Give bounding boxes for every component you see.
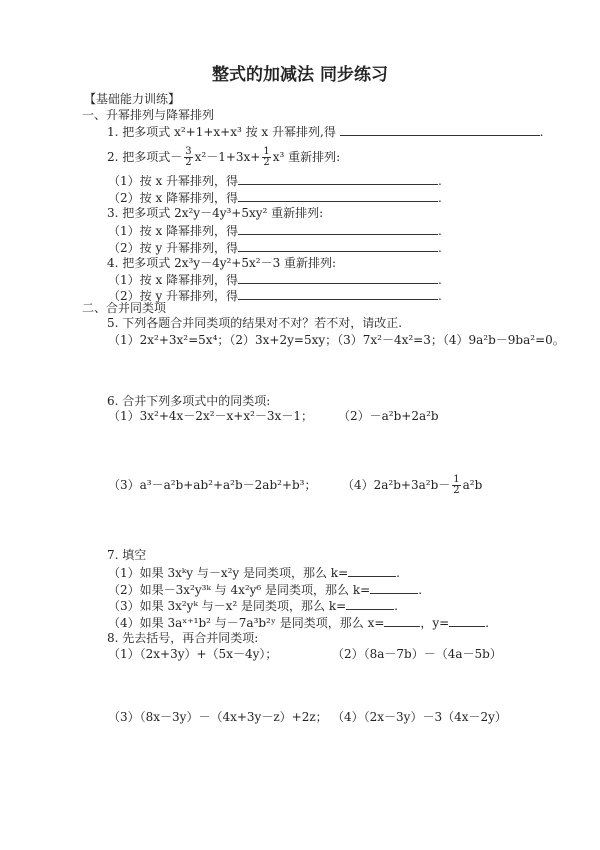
question-6-item-2: （2）－a²b+2a²b: [338, 409, 439, 423]
question-8: 8. 先去括号，再合并同类项:: [107, 631, 259, 645]
numerator: 1: [263, 146, 270, 157]
text: （2）按 x 降幂排列，得: [108, 191, 239, 205]
denominator: 2: [263, 157, 270, 168]
answer-blank-x[interactable]: [384, 615, 420, 627]
text: a²b: [462, 478, 483, 492]
text: .: [438, 191, 442, 205]
text: .: [438, 273, 442, 287]
text: （2）按 y 升幂排列，得: [108, 289, 239, 303]
section-header: 【基础能力训练】: [84, 92, 181, 106]
page-title: 整式的加减法 同步练习: [212, 65, 388, 85]
question-8-item-4: （4）（2x－3y）－3（4x－2y）: [332, 710, 507, 724]
text: .: [485, 616, 490, 630]
text: [108, 272, 442, 287]
text: （3）如果 3x²yᵏ 与－x² 是同类项，那么 k=: [108, 599, 347, 613]
text: （1）如果 3xᵏy 与－x²y 是同类项，那么 k=: [108, 566, 349, 580]
text: [108, 582, 422, 597]
question-5: 5. 下列各题合并同类项的结果对不对？若不对，请改正.: [107, 316, 403, 330]
text: 2. 把多项式－: [107, 150, 183, 164]
text: ，y=: [420, 616, 450, 630]
text: （1）按 x 降幂排列，得: [108, 224, 239, 238]
part1-heading: 一、升幂排列与降幂排列: [82, 108, 215, 122]
answer-blank[interactable]: [348, 565, 396, 577]
question-6: 6. 合并下列多项式中的同类项:: [107, 394, 271, 408]
question-text: 1. 把多项式 x²+1+x+x³ 按 x 升幂排列,得: [107, 125, 336, 139]
text: （2）按 y 升幂排列，得: [108, 241, 239, 255]
question-8-item-3: （3）（8x－3y）－（4x+3y－z）+2z；: [108, 710, 328, 724]
text: [108, 565, 400, 580]
text: .: [438, 224, 442, 238]
answer-blank[interactable]: [238, 223, 438, 235]
text: （2）如果－3x²y³ᵏ 与 4x²y⁶ 是同类项，那么 k=: [108, 583, 371, 597]
text: [108, 240, 442, 255]
text: （4）如果 3aˣ⁺¹b² 与－7a³b²ʸ 是同类项，那么 x=: [108, 616, 385, 630]
answer-blank[interactable]: [340, 124, 540, 136]
answer-blank[interactable]: [238, 240, 438, 252]
text: x³ 重新排列:: [272, 150, 341, 164]
answer-blank[interactable]: [238, 272, 438, 284]
question-8-item-1: （1）（2x+3y）+（5x－4y）；: [108, 647, 278, 661]
text: （1）按 x 降幂排列，得: [108, 273, 239, 287]
denominator: 2: [453, 485, 460, 496]
fraction: [262, 147, 270, 168]
text: .: [394, 599, 398, 613]
answer-blank[interactable]: [370, 582, 418, 594]
question-3: 3. 把多项式 2x²y－4y³+5xy² 重新排列:: [107, 206, 324, 220]
fraction: [452, 475, 460, 496]
question-7: 7. 填空: [107, 548, 147, 562]
text: .: [396, 566, 400, 580]
answer-blank[interactable]: [238, 288, 438, 300]
question-8-item-2: （2）（8a－7b）－（4a－5b）: [332, 647, 502, 661]
question-6-item-1: （1）3x²+4x－2x²－x+x²－3x－1；: [108, 409, 313, 423]
question-1: [107, 124, 543, 139]
question-2: [107, 144, 340, 170]
numerator: 1: [453, 474, 460, 485]
text: [108, 598, 398, 613]
text: [108, 173, 442, 188]
text: .: [539, 125, 544, 139]
fraction: [184, 147, 192, 168]
denominator: 2: [185, 157, 192, 168]
text: .: [438, 241, 442, 255]
question-6-item-3: （3）a³－a²b+ab²+a²b－2ab²+b³；: [108, 478, 317, 492]
answer-blank[interactable]: [346, 598, 394, 610]
part2-heading: 二、合并同类项: [82, 301, 167, 315]
text: x²－1+3x+: [194, 150, 261, 164]
question-5-items: （1）2x²+3x²=5x⁴；（2）3x+2y=5xy；（3）7x²－4x²=3；（4）9a²b－9ba²=0。: [108, 333, 565, 347]
text: [108, 190, 442, 205]
answer-blank-y[interactable]: [449, 615, 485, 627]
text: [108, 615, 489, 630]
text: .: [438, 289, 442, 303]
answer-blank[interactable]: [238, 173, 438, 185]
text: [108, 223, 442, 238]
text: （1）按 x 升幂排列，得: [108, 174, 239, 188]
question-6-item-4: [342, 472, 482, 498]
text: .: [438, 174, 442, 188]
numerator: 3: [185, 146, 192, 157]
text: （4）2a²b+3a²b－: [342, 478, 451, 492]
text: .: [418, 583, 423, 597]
question-4: 4. 把多项式 2x³y－4y²+5x²－3 重新排列:: [107, 256, 337, 270]
answer-blank[interactable]: [238, 190, 438, 202]
